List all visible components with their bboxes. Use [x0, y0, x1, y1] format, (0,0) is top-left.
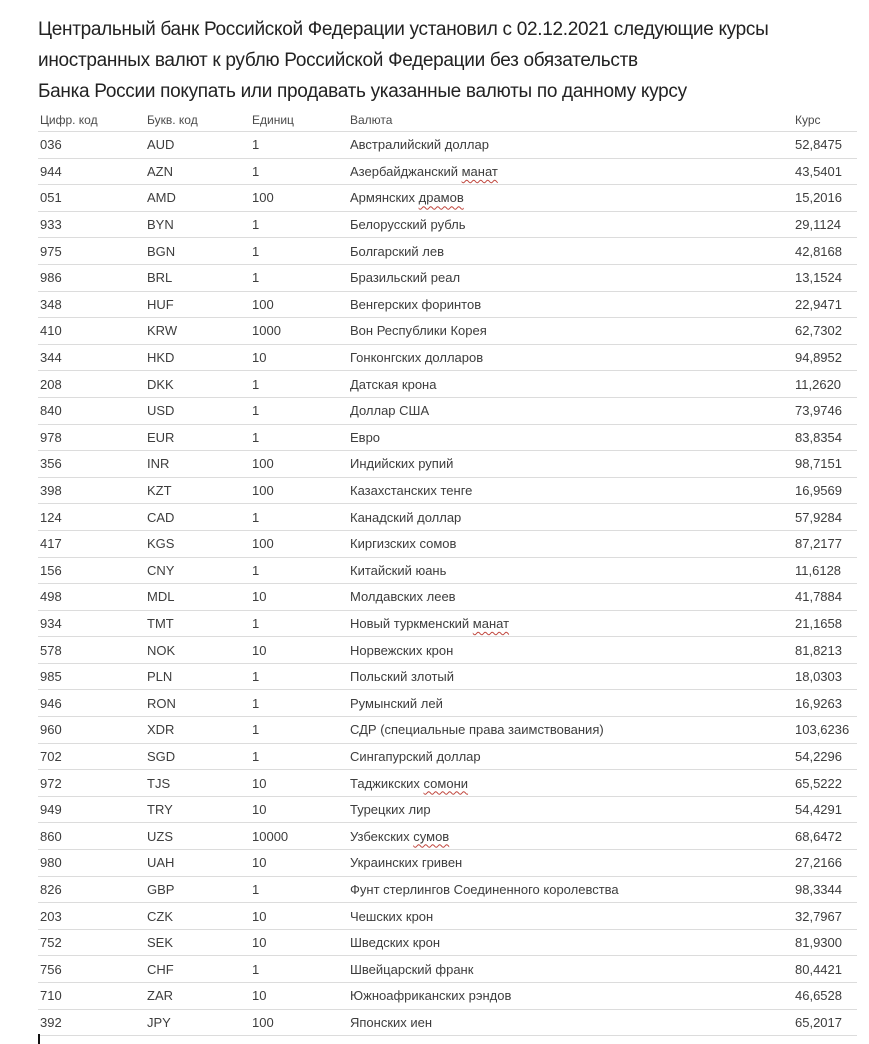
cell-units: 1	[250, 743, 348, 770]
currency-name: Польский злотый	[350, 669, 455, 685]
cell-char-code: UAH	[145, 850, 250, 877]
table-row	[38, 663, 857, 690]
cell-rate: 103,6236	[793, 717, 857, 744]
cell-units: 100	[250, 451, 348, 478]
misspelled-word: манат	[472, 615, 510, 631]
table-row	[38, 929, 857, 956]
table-row	[38, 371, 857, 398]
cell-currency	[348, 823, 793, 850]
cell-char-code: TMT	[145, 610, 250, 637]
cell-currency	[348, 371, 793, 398]
cell-num-code: 348	[38, 291, 145, 318]
cell-currency	[348, 318, 793, 345]
cell-units: 10	[250, 903, 348, 930]
table-row	[38, 291, 857, 318]
cell-units: 1	[250, 690, 348, 717]
cell-units: 100	[250, 185, 348, 212]
cell-char-code: AUD	[145, 132, 250, 159]
cell-num-code: 036	[38, 132, 145, 159]
currency-name: Доллар США	[350, 403, 430, 419]
cell-char-code: KZT	[145, 477, 250, 504]
cell-char-code: TRY	[145, 796, 250, 823]
cell-rate: 13,1524	[793, 264, 857, 291]
cell-rate: 22,9471	[793, 291, 857, 318]
column-header-units: Единиц	[250, 109, 348, 132]
cell-rate: 42,8168	[793, 238, 857, 265]
cell-units: 1	[250, 238, 348, 265]
cell-currency	[348, 956, 793, 983]
cell-char-code: AZN	[145, 158, 250, 185]
cell-units: 1	[250, 504, 348, 531]
currency-name: Армянских	[350, 190, 419, 206]
currency-name: Шведских крон	[350, 935, 441, 951]
currency-name: Белорусский рубль	[350, 217, 466, 233]
cell-units: 1	[250, 264, 348, 291]
currency-name: Румынский лей	[350, 695, 443, 711]
column-header-char-code: Букв. код	[145, 109, 250, 132]
cell-char-code: GBP	[145, 876, 250, 903]
cell-currency	[348, 477, 793, 504]
cell-currency	[348, 929, 793, 956]
cell-num-code: 960	[38, 717, 145, 744]
cell-currency	[348, 264, 793, 291]
table-row	[38, 796, 857, 823]
currency-name: Венгерских форинтов	[350, 296, 482, 312]
cell-units: 100	[250, 1009, 348, 1036]
cell-rate: 57,9284	[793, 504, 857, 531]
currency-name: Украинских гривен	[350, 855, 463, 871]
cell-rate: 11,6128	[793, 557, 857, 584]
cell-num-code: 344	[38, 344, 145, 371]
misspelled-word: драмов	[418, 190, 464, 206]
cell-rate: 21,1658	[793, 610, 857, 637]
cell-num-code: 203	[38, 903, 145, 930]
cell-char-code: EUR	[145, 424, 250, 451]
cell-char-code: NOK	[145, 637, 250, 664]
currency-name: Новый туркменский	[350, 615, 473, 631]
cell-num-code: 756	[38, 956, 145, 983]
currency-name: Болгарский лев	[350, 243, 445, 259]
cell-char-code: INR	[145, 451, 250, 478]
cell-num-code: 124	[38, 504, 145, 531]
cell-rate: 65,5222	[793, 770, 857, 797]
cell-rate: 98,7151	[793, 451, 857, 478]
cell-currency	[348, 850, 793, 877]
currency-name: Южноафриканских рэндов	[350, 988, 512, 1004]
cell-currency	[348, 717, 793, 744]
cell-char-code: KGS	[145, 530, 250, 557]
table-row	[38, 690, 857, 717]
cell-char-code: ZAR	[145, 983, 250, 1010]
cell-num-code: 410	[38, 318, 145, 345]
currency-name: СДР (специальные права заимствования)	[350, 722, 604, 738]
cell-rate: 73,9746	[793, 397, 857, 424]
cell-currency	[348, 903, 793, 930]
cell-num-code: 752	[38, 929, 145, 956]
cell-currency	[348, 132, 793, 159]
cell-units: 1	[250, 211, 348, 238]
currency-name: Японских иен	[350, 1014, 433, 1030]
cell-units: 10	[250, 584, 348, 611]
cell-rate: 27,2166	[793, 850, 857, 877]
misspelled-word: манат	[461, 163, 498, 179]
currency-name: Вон Республики Корея	[350, 323, 487, 339]
cell-units: 10	[250, 983, 348, 1010]
cell-char-code: CZK	[145, 903, 250, 930]
table-row	[38, 717, 857, 744]
cell-units: 100	[250, 477, 348, 504]
cell-units: 1	[250, 397, 348, 424]
cell-rate: 41,7884	[793, 584, 857, 611]
table-row	[38, 770, 857, 797]
cell-currency	[348, 158, 793, 185]
cell-currency	[348, 557, 793, 584]
table-row	[38, 530, 857, 557]
cell-currency	[348, 185, 793, 212]
document-title-line2: иностранных валют к рублю Российской Федерации без обязательств	[38, 50, 638, 71]
cell-num-code: 978	[38, 424, 145, 451]
cell-rate: 16,9569	[793, 477, 857, 504]
cell-num-code: 944	[38, 158, 145, 185]
cell-rate: 15,2016	[793, 185, 857, 212]
cell-rate: 18,0303	[793, 663, 857, 690]
cell-currency	[348, 424, 793, 451]
misspelled-word: сумов	[413, 828, 450, 844]
cell-units: 1	[250, 132, 348, 159]
cell-num-code: 710	[38, 983, 145, 1010]
cell-char-code: SGD	[145, 743, 250, 770]
cell-num-code: 417	[38, 530, 145, 557]
table-row	[38, 557, 857, 584]
cell-rate: 32,7967	[793, 903, 857, 930]
table-row	[38, 504, 857, 531]
cell-currency	[348, 663, 793, 690]
table-row	[38, 823, 857, 850]
cell-num-code: 975	[38, 238, 145, 265]
currency-name: Датская крона	[350, 376, 437, 392]
cell-num-code: 702	[38, 743, 145, 770]
cell-currency	[348, 796, 793, 823]
cell-currency	[348, 238, 793, 265]
table-row	[38, 1009, 857, 1036]
table-row	[38, 451, 857, 478]
table-row	[38, 344, 857, 371]
document-title	[38, 14, 857, 107]
cell-units: 1	[250, 717, 348, 744]
cell-currency	[348, 397, 793, 424]
column-header-rate: Курс	[793, 109, 857, 132]
rates-table-header	[38, 109, 857, 132]
cell-rate: 46,6528	[793, 983, 857, 1010]
cell-rate: 54,2296	[793, 743, 857, 770]
table-row	[38, 983, 857, 1010]
document-title-line3: Банка России покупать или продавать указанные валюты по данному курсу	[38, 81, 687, 102]
currency-name: Евро	[350, 429, 381, 445]
currency-name: Норвежских крон	[350, 642, 454, 658]
cell-currency	[348, 770, 793, 797]
table-row	[38, 238, 857, 265]
cell-num-code: 398	[38, 477, 145, 504]
currency-name: Бразильский реал	[350, 270, 461, 286]
column-header-num-code: Цифр. код	[38, 109, 145, 132]
table-row	[38, 158, 857, 185]
cell-num-code: 840	[38, 397, 145, 424]
cell-units: 1	[250, 876, 348, 903]
table-row	[38, 743, 857, 770]
cell-char-code: MDL	[145, 584, 250, 611]
cell-char-code: KRW	[145, 318, 250, 345]
cell-currency	[348, 610, 793, 637]
cell-num-code: 208	[38, 371, 145, 398]
currency-name: Таджикских	[350, 775, 424, 791]
table-row	[38, 584, 857, 611]
cell-currency	[348, 690, 793, 717]
table-row	[38, 397, 857, 424]
table-row	[38, 185, 857, 212]
cell-char-code: HKD	[145, 344, 250, 371]
cell-char-code: TJS	[145, 770, 250, 797]
table-row	[38, 477, 857, 504]
cell-units: 1	[250, 158, 348, 185]
cell-rate: 65,2017	[793, 1009, 857, 1036]
cell-units: 10	[250, 344, 348, 371]
cell-num-code: 946	[38, 690, 145, 717]
currency-name: Канадский доллар	[350, 509, 462, 525]
cell-char-code: SEK	[145, 929, 250, 956]
table-row	[38, 850, 857, 877]
table-row	[38, 610, 857, 637]
cell-currency	[348, 876, 793, 903]
misspelled-word: сомони	[423, 775, 469, 791]
cell-rate: 87,2177	[793, 530, 857, 557]
currency-name: Киргизских сомов	[350, 536, 457, 552]
table-row	[38, 211, 857, 238]
cell-char-code: HUF	[145, 291, 250, 318]
cell-units: 10	[250, 796, 348, 823]
cell-currency	[348, 291, 793, 318]
currency-name: Турецких лир	[350, 802, 431, 818]
cell-rate: 83,8354	[793, 424, 857, 451]
cell-num-code: 933	[38, 211, 145, 238]
cell-char-code: XDR	[145, 717, 250, 744]
cell-units: 10	[250, 637, 348, 664]
cell-currency	[348, 344, 793, 371]
cell-num-code: 860	[38, 823, 145, 850]
cell-num-code: 949	[38, 796, 145, 823]
cell-num-code: 356	[38, 451, 145, 478]
cell-rate: 80,4421	[793, 956, 857, 983]
cell-char-code: BGN	[145, 238, 250, 265]
cell-currency	[348, 504, 793, 531]
cell-rate: 68,6472	[793, 823, 857, 850]
rates-table-body	[38, 132, 857, 1036]
cell-currency	[348, 637, 793, 664]
table-row	[38, 132, 857, 159]
cell-rate: 62,7302	[793, 318, 857, 345]
document-title-line1: Центральный банк Российской Федерации установил с 02.12.2021 следующие курсы	[38, 19, 769, 40]
table-row	[38, 264, 857, 291]
cell-char-code: CNY	[145, 557, 250, 584]
cell-rate: 43,5401	[793, 158, 857, 185]
currency-name: Гонконгских долларов	[350, 350, 484, 366]
cell-currency	[348, 983, 793, 1010]
cell-char-code: PLN	[145, 663, 250, 690]
table-row	[38, 424, 857, 451]
cell-char-code: CHF	[145, 956, 250, 983]
header-row	[38, 109, 857, 132]
currency-name: Австралийский доллар	[350, 137, 489, 153]
cell-units: 10	[250, 850, 348, 877]
cell-units: 1	[250, 610, 348, 637]
cell-rate: 98,3344	[793, 876, 857, 903]
cell-rate: 81,8213	[793, 637, 857, 664]
table-row	[38, 318, 857, 345]
cell-rate: 29,1124	[793, 211, 857, 238]
cell-char-code: BRL	[145, 264, 250, 291]
cell-units: 10000	[250, 823, 348, 850]
cell-num-code: 156	[38, 557, 145, 584]
currency-name: Чешских крон	[350, 908, 434, 924]
cell-num-code: 972	[38, 770, 145, 797]
cell-units: 1	[250, 663, 348, 690]
cell-char-code: USD	[145, 397, 250, 424]
cell-rate: 94,8952	[793, 344, 857, 371]
cell-rate: 81,9300	[793, 929, 857, 956]
currency-name: Азербайджанский	[350, 163, 462, 179]
cell-num-code: 578	[38, 637, 145, 664]
currency-name: Швейцарский франк	[350, 961, 474, 977]
cell-char-code: RON	[145, 690, 250, 717]
rates-table	[38, 109, 857, 1036]
cell-num-code: 980	[38, 850, 145, 877]
cell-currency	[348, 1009, 793, 1036]
table-row	[38, 876, 857, 903]
cell-num-code: 986	[38, 264, 145, 291]
cell-char-code: BYN	[145, 211, 250, 238]
cell-units: 100	[250, 530, 348, 557]
currency-name: Казахстанских тенге	[350, 483, 473, 499]
cell-num-code: 985	[38, 663, 145, 690]
currency-name: Сингапурский доллар	[350, 748, 481, 764]
currency-name: Молдавских леев	[350, 589, 456, 605]
cell-units: 100	[250, 291, 348, 318]
cell-char-code: AMD	[145, 185, 250, 212]
cell-num-code: 498	[38, 584, 145, 611]
cell-currency	[348, 584, 793, 611]
currency-name: Фунт стерлингов Соединенного королевства	[350, 881, 619, 897]
table-row	[38, 956, 857, 983]
cell-units: 10	[250, 770, 348, 797]
currency-name: Узбекских	[350, 828, 414, 844]
cell-char-code: DKK	[145, 371, 250, 398]
cell-char-code: CAD	[145, 504, 250, 531]
cell-char-code: UZS	[145, 823, 250, 850]
column-header-currency: Валюта	[348, 109, 793, 132]
text-cursor	[38, 1034, 40, 1044]
cell-units: 1	[250, 371, 348, 398]
cell-num-code: 392	[38, 1009, 145, 1036]
cell-num-code: 051	[38, 185, 145, 212]
cell-currency	[348, 211, 793, 238]
table-row	[38, 903, 857, 930]
currency-name: Индийских рупий	[350, 456, 454, 472]
cell-units: 1	[250, 956, 348, 983]
cell-num-code: 826	[38, 876, 145, 903]
cell-units: 1	[250, 557, 348, 584]
currency-name: Китайский юань	[350, 562, 447, 578]
cell-rate: 54,4291	[793, 796, 857, 823]
table-row	[38, 637, 857, 664]
cell-char-code: JPY	[145, 1009, 250, 1036]
cell-units: 1	[250, 424, 348, 451]
cell-rate: 11,2620	[793, 371, 857, 398]
cell-currency	[348, 743, 793, 770]
cell-currency	[348, 451, 793, 478]
cell-rate: 16,9263	[793, 690, 857, 717]
cell-units: 1000	[250, 318, 348, 345]
cell-currency	[348, 530, 793, 557]
cell-units: 10	[250, 929, 348, 956]
cell-rate: 52,8475	[793, 132, 857, 159]
cell-num-code: 934	[38, 610, 145, 637]
